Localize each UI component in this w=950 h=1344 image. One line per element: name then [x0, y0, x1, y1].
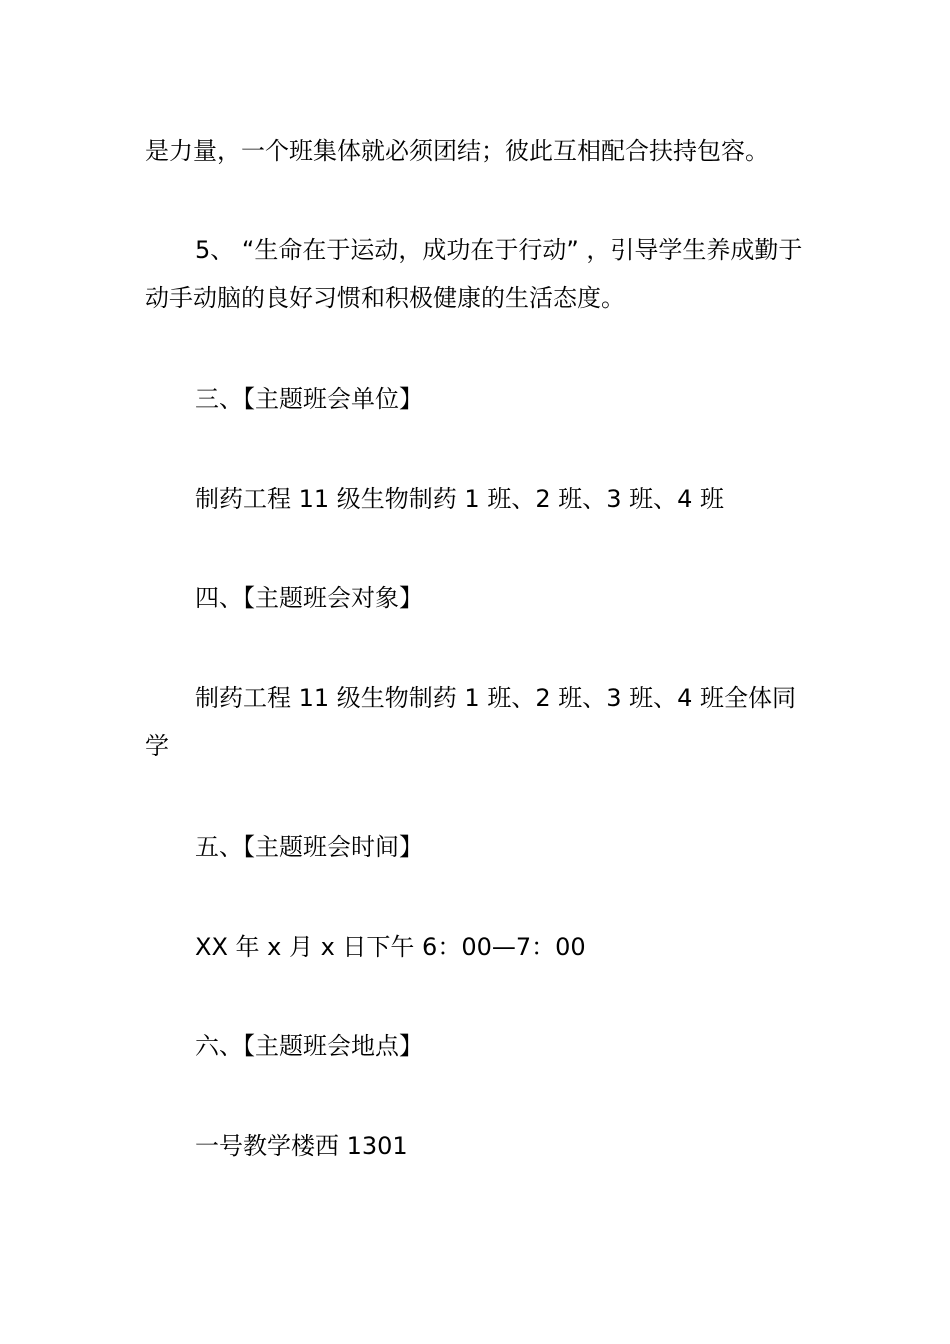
section-heading-time: 五、【主题班会时间】 — [195, 833, 423, 861]
section-heading-unit: 三、【主题班会单位】 — [195, 385, 423, 413]
section-body-location: 一号教学楼西 1301 — [195, 1132, 408, 1160]
section-heading-location: 六、【主题班会地点】 — [195, 1032, 423, 1060]
paragraph-continuation: 是力量，一个班集体就必须团结；彼此互相配合扶持包容。 — [145, 137, 769, 165]
section-body-unit: 制药工程 11 级生物制药 1 班、2 班、3 班、4 班 — [195, 485, 725, 513]
paragraph-item-5: 5、 “生命在于运动，成功在于行动” ，引导学生养成勤于动手动脑的良好习惯和积极健康的生活态度。 — [145, 236, 803, 312]
section-body-audience: 制药工程 11 级生物制药 1 班、2 班、3 班、4 班全体同学 — [145, 684, 797, 760]
section-heading-audience: 四、【主题班会对象】 — [195, 584, 423, 612]
section-body-time: XX 年 x 月 x 日下午 6：00—7：00 — [195, 933, 586, 961]
